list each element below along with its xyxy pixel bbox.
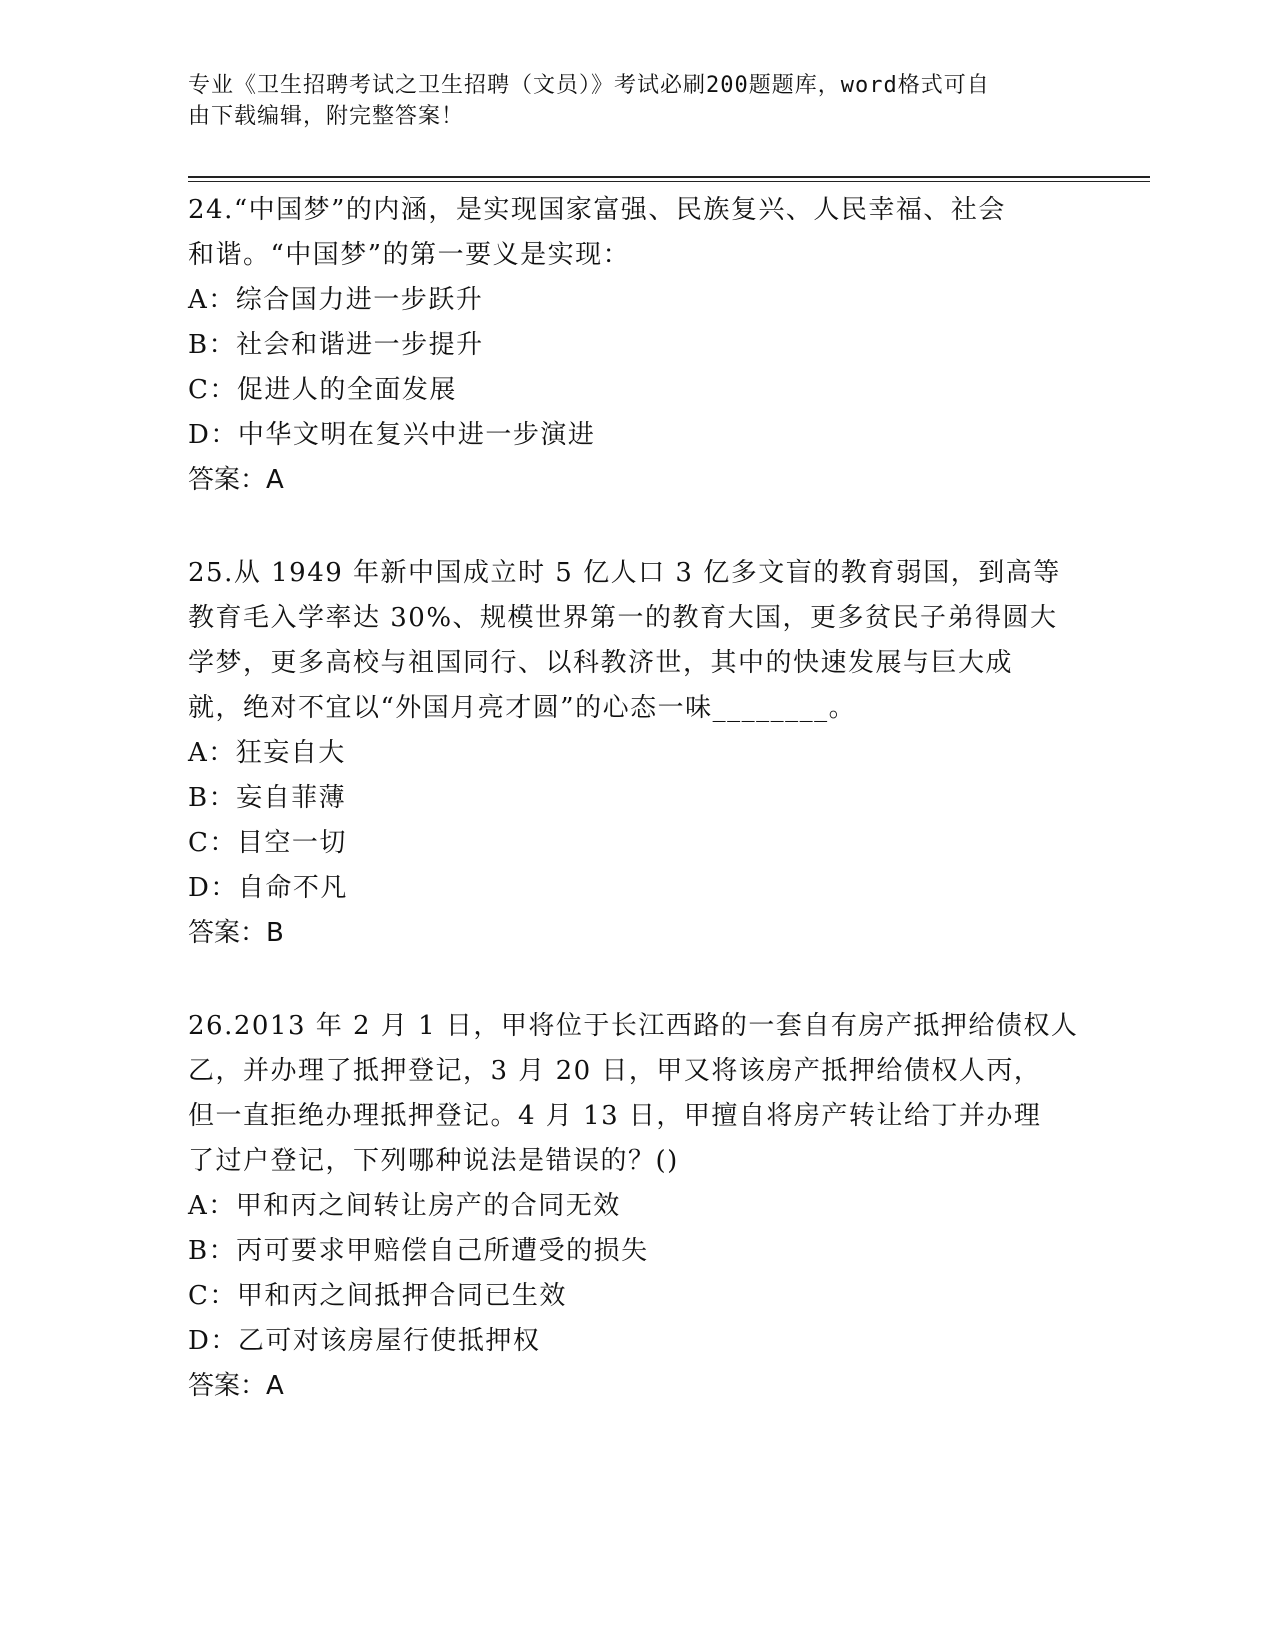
question-26 [188, 1004, 1088, 1409]
question-25 [188, 551, 1088, 956]
question-stem [188, 551, 1088, 731]
option-a: A：甲和丙之间转让房产的合同无效 [188, 1191, 621, 1221]
stem-line: 25.从 1949 年新中国成立时 5 亿人口 3 亿多文盲的教育弱国，到高等 [188, 558, 1061, 588]
stem-line: 就，绝对不宜以“外国月亮才圆”的心态一味________。 [188, 693, 857, 723]
option-b: B：丙可要求甲赔偿自己所遭受的损失 [188, 1236, 649, 1266]
question-stem [188, 1004, 1088, 1184]
answer-line: 答案：A [188, 1371, 284, 1401]
option-b: B：妄自菲薄 [188, 783, 347, 813]
stem-line: 了过户登记，下列哪种说法是错误的？() [188, 1146, 679, 1176]
option-c: C：甲和丙之间抵押合同已生效 [188, 1281, 567, 1311]
stem-line: 和谐。“中国梦”的第一要义是实现： [188, 240, 631, 270]
stem-line: 26.2013 年 2 月 1 日，甲将位于长江西路的一套自有房产抵押给债权人 [188, 1011, 1079, 1041]
option-d: D：自命不凡 [188, 873, 348, 903]
option-c: C：促进人的全面发展 [188, 375, 457, 405]
stem-line: 但一直拒绝办理抵押登记。4 月 13 日，甲擅自将房产转让给丁并办理 [188, 1101, 1042, 1131]
answer-line: 答案：A [188, 465, 284, 495]
header-line-1: 专业《卫生招聘考试之卫生招聘（文员）》考试必刷200题题库，word格式可自 [188, 73, 990, 98]
header-divider-thick [188, 176, 1150, 178]
header-divider-thin [188, 181, 1150, 182]
header-line-2: 由下载编辑，附完整答案！ [188, 104, 465, 129]
option-d: D：乙可对该房屋行使抵押权 [188, 1326, 541, 1356]
stem-line: 教育毛入学率达 30%、规模世界第一的教育大国，更多贫民子弟得圆大 [188, 603, 1058, 633]
answer-line: 答案：B [188, 918, 284, 948]
document-header [188, 70, 1088, 132]
option-c: C：目空一切 [188, 828, 347, 858]
question-24 [188, 188, 1088, 503]
option-a: A：狂妄自大 [188, 738, 346, 768]
stem-line: 24.“中国梦”的内涵，是实现国家富强、民族复兴、人民幸福、社会 [188, 195, 1006, 225]
question-stem [188, 188, 1088, 278]
stem-line: 学梦，更多高校与祖国同行、以科教济世，其中的快速发展与巨大成 [188, 648, 1014, 678]
option-d: D：中华文明在复兴中进一步演进 [188, 420, 596, 450]
option-a: A：综合国力进一步跃升 [188, 285, 484, 315]
stem-line: 乙，并办理了抵押登记，3 月 20 日，甲又将该房产抵押给债权人丙， [188, 1056, 1042, 1086]
option-b: B：社会和谐进一步提升 [188, 330, 484, 360]
